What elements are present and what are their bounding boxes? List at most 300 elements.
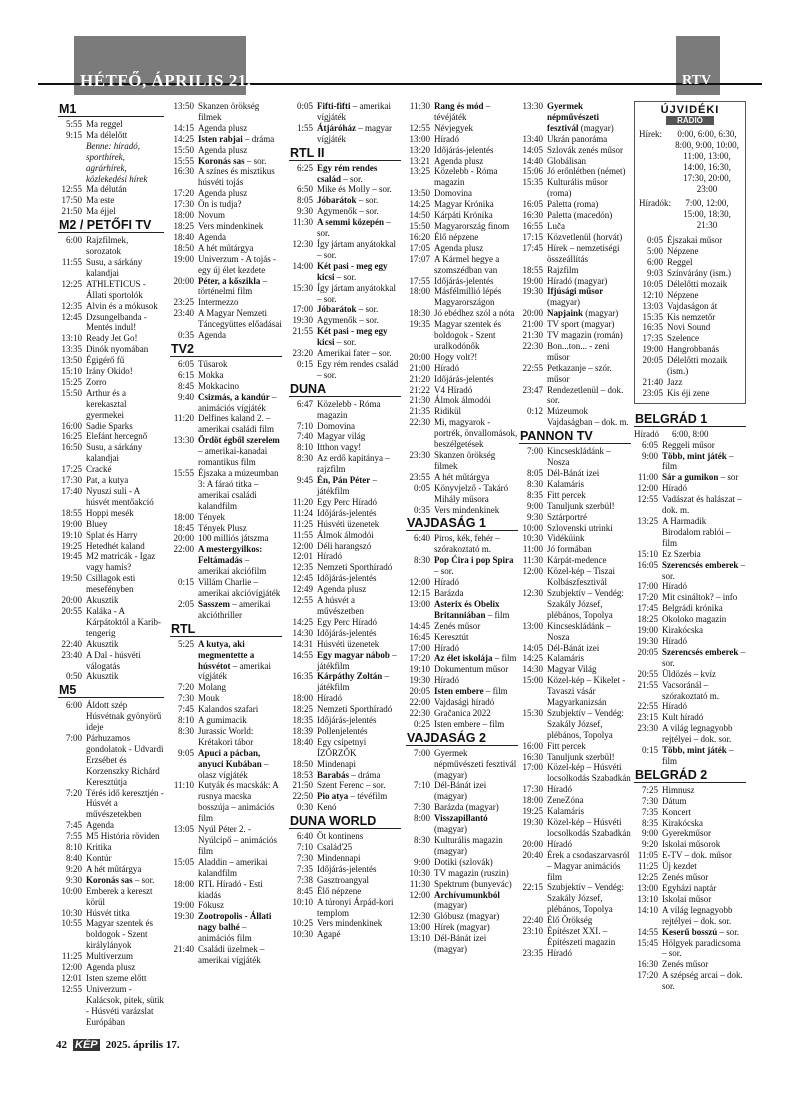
program-info bbox=[86, 421, 164, 432]
program-row bbox=[634, 712, 746, 723]
ujvideki-radio-box bbox=[634, 101, 746, 404]
program-time: 13:00 bbox=[637, 883, 658, 893]
program-title: Szubjektív – Vendég: Szakály József, plébános, Topolya bbox=[547, 707, 624, 740]
program-row bbox=[519, 145, 631, 156]
program-row bbox=[170, 210, 282, 221]
program-info bbox=[198, 577, 282, 599]
program-info bbox=[547, 330, 631, 341]
program-row bbox=[634, 745, 746, 767]
program-time: 8:35 bbox=[526, 489, 543, 500]
program-info bbox=[86, 530, 164, 541]
program-time: 16:25 bbox=[61, 431, 82, 442]
program-info bbox=[317, 831, 401, 842]
program-time: 18:35 bbox=[292, 715, 313, 726]
program-row bbox=[406, 374, 518, 385]
program-info bbox=[434, 890, 518, 912]
program-row bbox=[58, 206, 164, 217]
program-row bbox=[639, 235, 741, 246]
program-time: 6:00 bbox=[65, 700, 82, 711]
program-time: 22:00 bbox=[409, 697, 430, 708]
program-time: 12:00 bbox=[61, 962, 82, 973]
program-time: 0:05 bbox=[413, 482, 430, 493]
program-row bbox=[170, 123, 282, 134]
program-time: 13:40 bbox=[522, 133, 543, 144]
program-time: 7:10 bbox=[413, 780, 430, 791]
program-row bbox=[519, 850, 631, 883]
program-time: 11:10 bbox=[173, 780, 194, 791]
program-title: Piros, kék, fehér – szórakoztató m. bbox=[434, 533, 500, 555]
program-time: 8:30 bbox=[526, 478, 543, 489]
program-info bbox=[662, 796, 746, 807]
program-row bbox=[58, 951, 164, 962]
program-time: 9:30 bbox=[65, 874, 82, 885]
program-row bbox=[634, 959, 746, 970]
program-title: Jóbarátok bbox=[317, 304, 357, 315]
program-row bbox=[58, 235, 164, 257]
program-info bbox=[198, 199, 282, 210]
program-time: 14:55 bbox=[637, 926, 658, 937]
program-title: Agenda plusz bbox=[198, 144, 248, 155]
program-row bbox=[58, 842, 164, 853]
program-info bbox=[547, 134, 631, 145]
program-row bbox=[170, 254, 282, 276]
program-title: Szlovenski utrinki bbox=[547, 522, 613, 533]
program-title: Hangrobbanás bbox=[667, 344, 719, 355]
program-time: 19:30 bbox=[522, 286, 543, 297]
program-title: Irány Okido! bbox=[86, 366, 133, 377]
program-info bbox=[434, 145, 518, 156]
program-title: Hetedhét kaland bbox=[86, 540, 145, 551]
program-time: 12:35 bbox=[292, 562, 313, 573]
program-info bbox=[434, 276, 518, 287]
program-row bbox=[406, 719, 518, 730]
program-time: 19:00 bbox=[522, 275, 543, 286]
program-row bbox=[170, 392, 282, 414]
program-note: – sor. bbox=[357, 315, 379, 326]
header-date: HÉTFŐ, ÁPRILIS 21. bbox=[80, 71, 252, 90]
program-title: Átjáróház bbox=[317, 122, 356, 133]
program-time: 22:30 bbox=[409, 707, 430, 718]
program-title: Kincseskládánk – Nosza bbox=[547, 620, 611, 642]
program-title: Színvárány (ism.) bbox=[667, 267, 731, 278]
program-title: Hírek – nemzetiségi összeállítás bbox=[547, 242, 620, 264]
program-time: 9:05 bbox=[177, 747, 194, 758]
program-title: Vers mindenkinek bbox=[434, 504, 500, 515]
program-info bbox=[198, 704, 282, 715]
program-info bbox=[434, 599, 518, 621]
program-time: Híradó bbox=[634, 428, 659, 439]
program-row bbox=[58, 119, 164, 130]
program-title: Ma reggel bbox=[86, 119, 123, 129]
program-row bbox=[406, 697, 518, 708]
program-title: TV magazin (ruszin) bbox=[434, 867, 509, 878]
program-title: A hét műtárgya bbox=[198, 242, 254, 253]
program-row bbox=[289, 853, 401, 864]
channel-header: VAJDASÁG 2 bbox=[406, 731, 518, 746]
program-info bbox=[434, 835, 518, 857]
program-row bbox=[406, 156, 518, 167]
program-info bbox=[547, 265, 631, 276]
program-title: Könyvjelző - Takáró Mihály műsora bbox=[434, 482, 509, 504]
program-info bbox=[434, 319, 518, 352]
program-title: Álmok álmodói bbox=[434, 395, 491, 406]
program-row bbox=[58, 820, 164, 831]
program-row bbox=[406, 450, 518, 472]
program-title: Ma délelőtt bbox=[86, 129, 128, 140]
program-note: – film bbox=[662, 450, 734, 472]
program-time: 17:20 bbox=[409, 653, 430, 664]
program-row bbox=[289, 541, 401, 552]
program-row bbox=[58, 853, 164, 864]
program-time: 19:00 bbox=[173, 900, 194, 911]
program-time: 7:30 bbox=[296, 853, 313, 863]
program-title: Mi, magyarok - portrék, önvallomások, beszélgetések bbox=[434, 417, 518, 450]
program-title: Közel-kép – Húsvéti locsolkodás Szabadkán bbox=[547, 817, 631, 838]
program-title: Hírek (magyar) bbox=[434, 922, 490, 933]
program-info bbox=[667, 268, 741, 279]
program-title: A húsvét a művészetben bbox=[317, 595, 364, 616]
program-time: 21:40 bbox=[642, 376, 663, 387]
program-info bbox=[317, 770, 401, 781]
program-time: 20:00 bbox=[173, 275, 194, 286]
program-time: 22:50 bbox=[292, 791, 313, 802]
program-note: – tévéfilm bbox=[348, 791, 388, 802]
program-info bbox=[434, 933, 518, 955]
program-info bbox=[547, 446, 631, 468]
program-title: Időjárás-jelentés bbox=[317, 507, 377, 518]
program-info bbox=[198, 188, 282, 199]
program-info bbox=[198, 413, 282, 435]
program-time: 13:05 bbox=[173, 824, 194, 835]
program-info bbox=[662, 636, 746, 647]
program-title: Cracké bbox=[86, 464, 112, 475]
program-row bbox=[634, 614, 746, 625]
program-row bbox=[289, 875, 401, 886]
program-title: A gumimacik bbox=[198, 715, 247, 726]
program-title: Kritika bbox=[86, 842, 112, 853]
program-info bbox=[198, 911, 282, 944]
program-time: 19:30 bbox=[292, 315, 313, 326]
program-time: 13:50 bbox=[173, 101, 194, 111]
program-title: Mike és Molly bbox=[317, 184, 370, 195]
program-title: Kulturális magazin (magyar) bbox=[434, 835, 503, 856]
program-row bbox=[634, 636, 746, 647]
program-title: Egyházi naptár bbox=[662, 883, 717, 893]
program-info bbox=[198, 370, 282, 381]
program-time: 12:01 bbox=[61, 972, 82, 983]
program-info bbox=[662, 483, 746, 494]
program-info bbox=[317, 304, 401, 315]
program-note: – film bbox=[662, 745, 734, 766]
program-title: Áldott szép Húsvétnak gyönyörű ideje bbox=[86, 700, 162, 733]
program-row bbox=[170, 468, 282, 512]
program-title: A hét műtárgya bbox=[434, 471, 490, 482]
program-title: Kárpát-medence bbox=[547, 555, 607, 566]
program-title: Hogy volt?! bbox=[434, 351, 478, 362]
program-time: 22:40 bbox=[522, 915, 543, 926]
program-title: Hoppi mesék bbox=[86, 507, 134, 518]
program-row bbox=[289, 671, 401, 693]
program-info bbox=[547, 566, 631, 588]
program-row bbox=[634, 894, 746, 905]
program-title: Zootropolis - Állati nagy balhé bbox=[198, 911, 272, 933]
program-time: 13:20 bbox=[409, 144, 430, 155]
program-row bbox=[519, 276, 631, 287]
program-info bbox=[86, 700, 164, 733]
program-time: 17:30 bbox=[173, 199, 194, 210]
program-time: 12:45 bbox=[292, 573, 313, 584]
program-row bbox=[58, 377, 164, 388]
program-title: Gyermek népművészeti fesztivál bbox=[547, 101, 599, 133]
program-info bbox=[317, 842, 401, 853]
program-info bbox=[86, 235, 164, 257]
program-title: Kárpáthy Zoltán bbox=[317, 671, 383, 682]
program-title: Időjárás-jelentés bbox=[317, 627, 377, 638]
program-title: Skanzen örökség filmek bbox=[434, 450, 496, 471]
program-title: Multiverzum bbox=[86, 951, 133, 962]
program-time: 0:25 bbox=[413, 718, 430, 729]
program-note: – film bbox=[480, 718, 505, 729]
program-time: 13:25 bbox=[409, 166, 430, 177]
program-title: Csizmás, a kandúr bbox=[198, 391, 270, 402]
program-title: Vadászat és halászat – dok. m. bbox=[662, 494, 742, 516]
program-info bbox=[317, 475, 401, 497]
program-info bbox=[434, 417, 518, 450]
program-info bbox=[198, 156, 282, 167]
program-row bbox=[170, 297, 282, 308]
program-row bbox=[519, 533, 631, 544]
program-info bbox=[86, 551, 164, 573]
program-title: Híradó bbox=[317, 551, 342, 562]
program-time: 16:50 bbox=[61, 442, 82, 453]
program-info bbox=[317, 573, 401, 584]
program-row bbox=[58, 573, 164, 595]
program-time: 19:10 bbox=[409, 664, 430, 675]
program-row bbox=[170, 381, 282, 392]
program-row bbox=[406, 363, 518, 374]
program-title: Mouk bbox=[198, 693, 220, 704]
program-row bbox=[406, 708, 518, 719]
program-info bbox=[198, 232, 282, 243]
program-row bbox=[634, 560, 746, 582]
program-info bbox=[662, 647, 746, 669]
program-row bbox=[634, 970, 746, 992]
program-row bbox=[519, 286, 631, 308]
program-time: 14:25 bbox=[522, 653, 543, 664]
program-info bbox=[86, 301, 164, 312]
program-row bbox=[519, 708, 631, 741]
program-info bbox=[317, 671, 401, 693]
program-row bbox=[170, 533, 282, 544]
program-info bbox=[434, 166, 518, 188]
program-row bbox=[58, 388, 164, 421]
program-time: 9:00 bbox=[641, 450, 658, 461]
program-time: 12:25 bbox=[637, 872, 658, 883]
program-note: – sor. bbox=[244, 155, 267, 166]
program-info bbox=[317, 802, 401, 813]
program-note: – animációs film bbox=[198, 922, 252, 944]
program-time: 7:45 bbox=[65, 820, 82, 831]
program-row bbox=[634, 785, 746, 796]
program-title: Élő népzene bbox=[434, 231, 479, 242]
program-row bbox=[170, 748, 282, 781]
program-row bbox=[289, 759, 401, 770]
program-title: Délelőtti mozaik bbox=[667, 278, 728, 289]
program-time: 17:45 bbox=[522, 242, 543, 253]
program-row bbox=[58, 442, 164, 464]
program-time: 7:00 bbox=[526, 446, 543, 457]
program-note: – történelmi film bbox=[198, 275, 268, 297]
program-time: 12:00 bbox=[522, 566, 543, 577]
program-title: Híradó bbox=[434, 362, 459, 373]
program-info bbox=[86, 918, 164, 951]
program-title: Péter, a kőszikla bbox=[198, 275, 261, 286]
program-row bbox=[170, 715, 282, 726]
program-row bbox=[58, 973, 164, 984]
program-row bbox=[406, 221, 518, 232]
program-info bbox=[434, 101, 518, 123]
program-row bbox=[519, 588, 631, 621]
program-title: Család'25 bbox=[317, 842, 353, 853]
program-time: 12:25 bbox=[61, 278, 82, 289]
program-info bbox=[547, 795, 631, 806]
program-time: 19:25 bbox=[61, 540, 82, 551]
program-time: 18:55 bbox=[522, 264, 543, 275]
channel-header: M1 bbox=[58, 102, 164, 117]
program-info bbox=[198, 748, 282, 781]
program-row bbox=[170, 944, 282, 966]
program-row bbox=[58, 733, 164, 788]
program-info bbox=[662, 603, 746, 614]
program-info bbox=[317, 886, 401, 897]
program-row bbox=[519, 156, 631, 167]
program-time: 20:00 bbox=[173, 533, 194, 544]
program-note: (magyar) bbox=[547, 297, 580, 308]
program-time: 20:00 bbox=[522, 308, 543, 319]
program-info bbox=[317, 184, 401, 195]
program-title: Tények Plusz bbox=[198, 522, 247, 533]
program-row bbox=[634, 927, 746, 938]
program-info bbox=[86, 853, 164, 864]
program-title: Koronás sas bbox=[86, 874, 133, 885]
program-time: 22:30 bbox=[409, 417, 430, 428]
program-time: 18:45 bbox=[173, 522, 194, 533]
program-time: 9:00 bbox=[526, 500, 543, 511]
program-info bbox=[86, 508, 164, 519]
program-title: Splat és Harry bbox=[86, 529, 138, 540]
program-info bbox=[547, 784, 631, 795]
program-title: Közvetlenül (horvát) bbox=[547, 231, 623, 242]
program-title: Híradó bbox=[434, 577, 459, 588]
program-info bbox=[86, 279, 164, 301]
program-row bbox=[170, 145, 282, 156]
program-row bbox=[639, 322, 741, 333]
program-info bbox=[434, 748, 518, 781]
program-time: 13:00 bbox=[409, 598, 430, 609]
program-info bbox=[667, 279, 741, 290]
program-time: 10:30 bbox=[292, 929, 313, 940]
program-title: Agenda plusz bbox=[86, 962, 136, 973]
program-info bbox=[547, 156, 631, 167]
program-row bbox=[289, 530, 401, 541]
program-title: Közel-kép – Húsvéti locsolkodás Szabadkán bbox=[547, 762, 631, 784]
program-row bbox=[406, 254, 518, 276]
program-title: RTL Híradó - Esti kiadás bbox=[198, 878, 263, 900]
program-title: Univerzum - Kalácsok, pitek, sütik - Húsvéti varázslat Európában bbox=[86, 983, 164, 1027]
program-title: A túronyi Árpád-kori templom bbox=[317, 896, 394, 918]
program-time: 7:10 bbox=[296, 420, 313, 431]
program-time: 9:03 bbox=[646, 267, 663, 278]
program-title: Akusztik bbox=[86, 595, 119, 606]
program-info bbox=[667, 322, 741, 333]
program-row bbox=[406, 352, 518, 363]
program-info bbox=[198, 435, 282, 468]
program-title: Emberek a kereszt körül bbox=[86, 885, 153, 907]
program-title: Égigérő fű bbox=[86, 355, 125, 366]
program-title: Hölgyek paradicsoma – sor. bbox=[662, 937, 741, 959]
program-info bbox=[547, 708, 631, 741]
program-info bbox=[547, 199, 631, 210]
program-row bbox=[519, 490, 631, 501]
program-title: Zorro bbox=[86, 376, 107, 387]
program-time: 13:50 bbox=[409, 188, 430, 199]
program-row bbox=[289, 421, 401, 432]
program-time: 10:30 bbox=[409, 867, 430, 878]
program-time: 16:30 bbox=[637, 959, 658, 970]
program-info bbox=[317, 929, 401, 940]
program-row bbox=[634, 883, 746, 894]
program-time: 9:20 bbox=[65, 863, 82, 874]
program-row bbox=[519, 839, 631, 850]
program-time: 18:00 bbox=[409, 286, 430, 297]
program-title: Kulturális műsor (roma) bbox=[547, 177, 608, 199]
program-info bbox=[317, 101, 401, 123]
program-time: 12:10 bbox=[642, 289, 663, 300]
program-row bbox=[519, 363, 631, 385]
program-time: 5:00 bbox=[646, 246, 663, 257]
program-info bbox=[434, 686, 518, 697]
program-row bbox=[634, 796, 746, 807]
program-time: 0:15 bbox=[641, 745, 658, 756]
program-time: 17:55 bbox=[409, 275, 430, 286]
program-time: 6:47 bbox=[296, 398, 313, 409]
program-title: Ukrán panoráma bbox=[547, 133, 608, 144]
program-time: 7:30 bbox=[641, 795, 658, 806]
program-row bbox=[170, 243, 282, 254]
program-title: Domovina bbox=[317, 420, 355, 431]
program-title: ATHLETICUS - Állati sportolók bbox=[86, 278, 146, 300]
program-title: Gyerekműsor bbox=[662, 828, 711, 839]
program-info bbox=[86, 650, 164, 672]
program-time: 12:55 bbox=[61, 983, 82, 994]
program-info bbox=[662, 614, 746, 625]
program-row bbox=[58, 333, 164, 344]
program-note: – sor. bbox=[662, 559, 746, 581]
program-row bbox=[519, 479, 631, 490]
program-info bbox=[662, 970, 746, 992]
program-title: Agymenők bbox=[317, 315, 357, 326]
program-time: 7:45 bbox=[177, 704, 194, 715]
program-info bbox=[434, 911, 518, 922]
program-row bbox=[639, 257, 741, 268]
program-title: Sztárportré bbox=[547, 511, 587, 522]
program-info bbox=[662, 745, 746, 767]
program-title: Két pasi - meg egy kicsi bbox=[317, 326, 388, 348]
program-info bbox=[86, 951, 164, 962]
program-time: 12:30 bbox=[522, 587, 543, 598]
program-row bbox=[634, 723, 746, 745]
program-title: Híradó bbox=[434, 675, 459, 686]
